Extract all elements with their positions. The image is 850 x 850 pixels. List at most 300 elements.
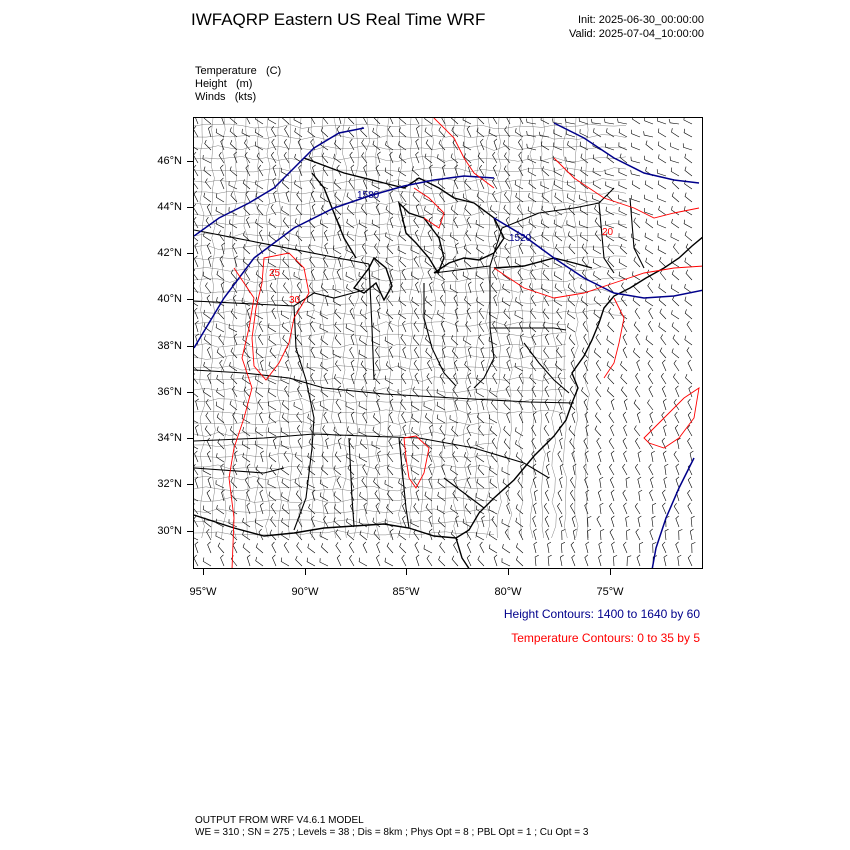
wind-barb xyxy=(207,529,211,540)
wind-barb xyxy=(401,399,407,410)
wind-barb xyxy=(425,492,432,501)
wind-barb xyxy=(542,193,549,202)
wind-barb xyxy=(402,412,407,423)
wind-barb xyxy=(399,231,406,241)
wind-barb xyxy=(662,360,666,371)
wind-barb xyxy=(216,453,224,462)
wind-barb xyxy=(377,542,380,553)
lat-tick xyxy=(187,253,193,254)
wind-barb xyxy=(203,467,211,475)
wind-barb xyxy=(438,479,445,488)
wind-barb xyxy=(660,257,667,267)
wind-barb xyxy=(502,519,510,527)
county-line xyxy=(194,421,494,426)
wind-barb xyxy=(387,504,394,514)
wind-barb xyxy=(468,282,471,293)
wind-barb xyxy=(425,206,433,215)
wind-barb xyxy=(255,311,263,319)
wind-barb xyxy=(605,143,614,150)
wind-barb xyxy=(424,402,432,410)
wind-barb xyxy=(415,282,419,293)
wind-barb xyxy=(221,555,225,566)
wind-barb xyxy=(272,542,276,553)
wind-barb xyxy=(559,386,563,397)
wind-barb xyxy=(570,477,575,488)
wind-barb xyxy=(414,347,419,358)
wind-barb xyxy=(597,464,601,475)
wind-barb xyxy=(554,168,562,176)
wind-barb xyxy=(607,336,614,345)
wind-barb xyxy=(308,388,315,397)
wind-barb xyxy=(557,503,562,514)
wind-barb xyxy=(637,360,640,371)
wind-barb xyxy=(204,362,211,371)
wind-barb xyxy=(389,118,393,124)
wind-barb xyxy=(609,438,614,449)
wind-barb xyxy=(269,219,276,228)
wind-barb xyxy=(554,129,562,137)
wind-barb xyxy=(452,270,458,281)
wind-barb xyxy=(593,181,601,190)
wind-barb xyxy=(647,348,654,358)
wind-barb xyxy=(271,503,276,514)
wind-barb xyxy=(271,126,276,137)
county-line xyxy=(194,135,626,140)
wind-barb xyxy=(690,529,693,540)
wind-barb xyxy=(243,543,250,553)
wind-barb xyxy=(390,191,393,202)
wind-barb xyxy=(651,451,654,462)
wind-barb xyxy=(581,154,588,163)
wind-barb xyxy=(595,413,601,424)
wind-barb xyxy=(349,542,354,553)
wind-barb xyxy=(373,413,380,423)
wind-barb xyxy=(598,451,601,462)
wind-barb xyxy=(692,542,696,553)
wind-barb xyxy=(411,519,419,527)
wind-barb xyxy=(507,360,510,371)
wind-barb xyxy=(428,451,432,462)
wind-barb xyxy=(375,490,380,501)
wind-barb xyxy=(194,555,198,566)
wind-barb xyxy=(219,152,224,163)
wind-barb xyxy=(623,464,628,475)
wind-barb xyxy=(544,503,549,514)
wind-barb xyxy=(401,191,406,202)
county-line xyxy=(475,118,480,538)
wind-barb xyxy=(321,336,328,345)
wind-barb xyxy=(351,334,354,345)
wind-barb xyxy=(481,347,484,358)
wind-barb xyxy=(504,439,510,449)
wind-barb xyxy=(270,348,276,358)
wind-barb xyxy=(256,427,264,436)
wind-barb xyxy=(334,154,341,163)
wind-barb xyxy=(534,542,537,553)
wind-barb xyxy=(519,373,523,384)
wind-barb xyxy=(312,204,315,215)
wind-barb xyxy=(650,412,653,423)
wind-barb xyxy=(255,118,263,124)
wind-barb xyxy=(333,350,341,358)
wind-barb xyxy=(507,347,510,358)
county-boundaries xyxy=(194,118,626,538)
wind-barb xyxy=(440,295,445,306)
wind-barb xyxy=(649,308,653,319)
wind-barb xyxy=(548,542,551,553)
height-contour-north xyxy=(194,128,364,236)
wind-barb xyxy=(619,259,627,268)
wind-barb xyxy=(560,555,563,566)
wind-barb xyxy=(585,555,588,566)
wind-barb xyxy=(568,141,576,150)
wind-barb xyxy=(256,543,263,553)
wind-barb xyxy=(269,232,276,241)
wind-barb xyxy=(468,347,471,358)
wind-barb xyxy=(439,556,445,566)
wind-barb xyxy=(476,389,484,397)
wind-barb xyxy=(204,335,211,345)
wind-barb xyxy=(402,269,406,280)
wind-barb xyxy=(204,388,212,397)
wind-barb xyxy=(297,191,302,202)
wind-barb xyxy=(531,360,536,371)
wind-barb xyxy=(336,399,341,410)
wind-barb xyxy=(660,348,666,358)
wind-barb xyxy=(346,324,354,332)
wind-barb xyxy=(425,413,432,423)
wind-barb xyxy=(207,295,211,306)
lat-tick xyxy=(187,392,193,393)
wind-barb xyxy=(359,350,367,358)
wind-barb xyxy=(208,256,211,267)
wind-barb xyxy=(413,192,419,202)
wind-barb xyxy=(612,542,615,553)
wind-barb xyxy=(569,244,575,254)
wind-barb xyxy=(324,412,328,423)
wind-barb xyxy=(468,373,471,384)
wind-barb xyxy=(660,309,666,319)
wind-barb xyxy=(399,531,406,540)
wind-barb xyxy=(608,374,614,384)
wind-barb xyxy=(518,490,523,501)
wind-barb xyxy=(477,245,484,254)
lat-label: 30°N xyxy=(157,525,182,537)
wind-barb xyxy=(221,178,224,189)
wind-barb xyxy=(349,178,354,189)
wind-barb xyxy=(284,139,289,150)
wind-barb xyxy=(632,118,640,124)
wind-barb xyxy=(535,555,539,566)
wind-barb xyxy=(609,464,614,475)
lon-label: 75°W xyxy=(596,586,624,598)
wind-barb xyxy=(541,219,549,228)
wind-barb xyxy=(661,373,666,384)
wind-barb xyxy=(361,296,367,306)
wind-barb xyxy=(374,231,380,242)
wind-barb xyxy=(428,230,432,241)
wind-barb xyxy=(311,347,315,358)
wind-barb xyxy=(494,139,497,150)
wind-barb xyxy=(233,295,237,306)
wind-barb xyxy=(441,118,445,124)
wind-barb xyxy=(334,492,341,502)
run-times xyxy=(569,13,704,41)
wind-barb xyxy=(516,518,523,527)
lon-tick xyxy=(508,569,509,575)
wind-barb xyxy=(567,220,575,228)
wind-barb xyxy=(606,182,614,190)
wind-barb xyxy=(627,556,631,566)
wind-barb xyxy=(493,373,497,384)
wind-barb xyxy=(533,477,536,488)
wind-barb xyxy=(636,373,641,384)
wind-barb xyxy=(611,516,614,527)
wind-barb xyxy=(424,545,432,553)
wind-barb xyxy=(685,258,692,267)
wind-barb xyxy=(596,386,601,397)
wind-barb xyxy=(207,347,211,358)
wind-barb xyxy=(554,297,562,306)
wind-barb xyxy=(218,543,224,553)
wind-barb xyxy=(297,464,302,475)
wind-barb xyxy=(194,388,198,398)
wind-barb xyxy=(507,334,510,345)
wind-barb xyxy=(376,295,380,306)
wind-barb xyxy=(671,233,679,241)
wind-barb xyxy=(676,477,679,488)
wind-barb xyxy=(440,425,445,436)
wind-barb xyxy=(399,127,406,137)
wind-barb xyxy=(321,127,328,137)
wind-barb xyxy=(415,118,419,124)
wind-barb xyxy=(283,218,289,229)
wind-barb xyxy=(675,425,679,436)
wind-barb xyxy=(665,529,669,540)
wind-barb xyxy=(494,230,497,241)
lon-label: 85°W xyxy=(392,586,420,598)
wind-barb xyxy=(347,530,354,540)
wind-barb xyxy=(478,465,484,475)
wind-barb xyxy=(206,399,211,410)
wind-barb xyxy=(688,399,692,410)
wind-barb xyxy=(674,503,679,514)
wind-barb xyxy=(638,477,641,488)
wind-barb xyxy=(203,558,211,567)
wind-barb xyxy=(554,143,562,151)
wind-barb xyxy=(207,243,211,254)
wind-barb xyxy=(282,179,289,189)
wind-barb xyxy=(570,438,575,449)
wind-barb xyxy=(194,348,198,358)
wind-barb xyxy=(594,297,601,307)
county-line xyxy=(194,344,566,349)
wind-barb xyxy=(388,126,393,137)
wind-barb xyxy=(646,141,653,150)
wind-barb xyxy=(490,205,497,215)
wind-barb xyxy=(282,400,289,410)
lat-tick xyxy=(187,531,193,532)
wind-barb xyxy=(219,334,224,345)
wind-barb xyxy=(505,529,510,540)
wind-barb xyxy=(664,425,667,436)
wind-barb xyxy=(338,256,341,267)
wind-barb xyxy=(269,336,276,345)
wind-barb xyxy=(659,296,666,306)
wind-barb xyxy=(217,348,224,358)
temperature-contours xyxy=(229,118,703,569)
wind-barb xyxy=(610,529,614,540)
wind-barb xyxy=(546,529,549,540)
wind-barb xyxy=(334,374,341,384)
wind-barb xyxy=(204,310,211,319)
wind-barb xyxy=(385,168,393,176)
wind-barb xyxy=(632,180,640,189)
wind-barb xyxy=(297,425,302,436)
wind-barb xyxy=(557,308,562,319)
wind-barb xyxy=(504,426,510,436)
wind-barb xyxy=(521,334,524,345)
wind-barb xyxy=(338,230,341,241)
wind-barb xyxy=(207,451,211,462)
wind-barb xyxy=(627,529,631,540)
wind-barb xyxy=(534,529,537,540)
wind-barb xyxy=(476,220,484,228)
wind-barb xyxy=(623,412,627,423)
wind-barb xyxy=(685,336,692,345)
wind-barb xyxy=(477,297,485,306)
wind-barb xyxy=(516,297,524,306)
wind-barb xyxy=(386,309,393,319)
wind-barb xyxy=(571,542,575,553)
wind-barb xyxy=(609,412,614,423)
field-temperature: Temperature (C) xyxy=(195,65,282,77)
wind-barb xyxy=(402,555,406,566)
wind-barb xyxy=(359,558,367,566)
wind-barb xyxy=(600,503,604,514)
wind-barb xyxy=(673,374,679,385)
lon-tick xyxy=(406,569,407,575)
wind-barb xyxy=(610,425,614,436)
wind-barb xyxy=(595,231,601,241)
wind-barb xyxy=(337,477,341,488)
wind-barb xyxy=(321,543,328,553)
wind-barb xyxy=(465,179,471,189)
temperature-contour-label: 25 xyxy=(269,268,281,279)
wind-barb xyxy=(688,425,693,436)
wind-barb xyxy=(569,426,575,436)
wind-barb xyxy=(491,452,497,462)
wind-barb xyxy=(494,295,497,306)
wind-barb xyxy=(412,453,419,462)
wind-barb xyxy=(672,192,679,202)
wind-barb xyxy=(570,386,575,397)
wind-barb xyxy=(426,504,432,514)
wind-barb xyxy=(634,218,640,228)
wind-barb xyxy=(598,490,601,501)
wind-barb xyxy=(194,204,198,215)
wind-barb xyxy=(672,219,679,228)
wind-barb xyxy=(518,386,524,397)
wind-barb xyxy=(297,386,302,397)
wind-barb xyxy=(619,142,627,150)
wind-barb xyxy=(571,360,575,371)
wind-barb xyxy=(531,308,536,319)
wind-barb xyxy=(502,558,510,566)
wind-barb xyxy=(657,118,666,124)
county-line xyxy=(194,498,494,503)
wind-barb xyxy=(243,244,250,254)
lon-tick xyxy=(203,569,204,575)
wind-barb xyxy=(519,152,523,163)
valid-time: Valid: 2025-07-04_10:00:00 xyxy=(569,28,704,40)
wind-barb xyxy=(284,283,290,294)
wind-barb xyxy=(217,413,224,423)
coastline xyxy=(194,158,703,569)
wind-barb xyxy=(338,412,341,423)
map-panel xyxy=(193,117,703,569)
wind-barb xyxy=(334,518,341,528)
wind-barb xyxy=(571,347,575,358)
wind-barb xyxy=(359,402,367,410)
wind-barb xyxy=(638,451,641,462)
wind-barb xyxy=(480,542,484,553)
wind-barb xyxy=(555,284,562,294)
wind-barb xyxy=(490,388,497,397)
wind-barb xyxy=(310,256,315,267)
wind-barb xyxy=(685,154,692,163)
wind-barb xyxy=(507,503,510,514)
wind-barb xyxy=(454,178,458,189)
wind-barb xyxy=(684,220,692,228)
wind-barb xyxy=(687,321,692,332)
wind-barb xyxy=(503,284,510,293)
wind-barb xyxy=(611,451,614,462)
wind-barb xyxy=(194,217,198,228)
county-line xyxy=(255,118,260,538)
wind-barb xyxy=(465,205,471,215)
wind-barb xyxy=(477,413,484,423)
lat-label: 46°N xyxy=(157,155,182,167)
wind-barb xyxy=(631,195,640,202)
wind-barb xyxy=(362,477,367,488)
wind-barb xyxy=(411,401,419,410)
wind-barb xyxy=(372,220,380,228)
wind-barb xyxy=(399,297,406,306)
wind-barb xyxy=(194,141,198,150)
wind-barb xyxy=(639,490,642,501)
wind-barb xyxy=(558,399,562,410)
wind-barb xyxy=(247,555,250,566)
wind-barb xyxy=(464,244,471,254)
wind-barb xyxy=(570,503,575,514)
wind-barb xyxy=(208,126,211,137)
wind-barb xyxy=(685,297,692,306)
wind-barb xyxy=(232,386,237,397)
wind-barb xyxy=(466,321,471,332)
wind-barb xyxy=(673,244,679,255)
wind-barb xyxy=(399,153,406,163)
wind-barb xyxy=(360,439,367,449)
wind-barb xyxy=(216,402,224,410)
wind-barb xyxy=(572,451,575,462)
wind-barb xyxy=(442,165,445,176)
wind-barb xyxy=(614,555,618,566)
wind-barb xyxy=(204,118,211,124)
temp-contour-ne xyxy=(554,158,699,218)
wind-barb xyxy=(686,374,693,384)
lon-label: 90°W xyxy=(291,586,319,598)
